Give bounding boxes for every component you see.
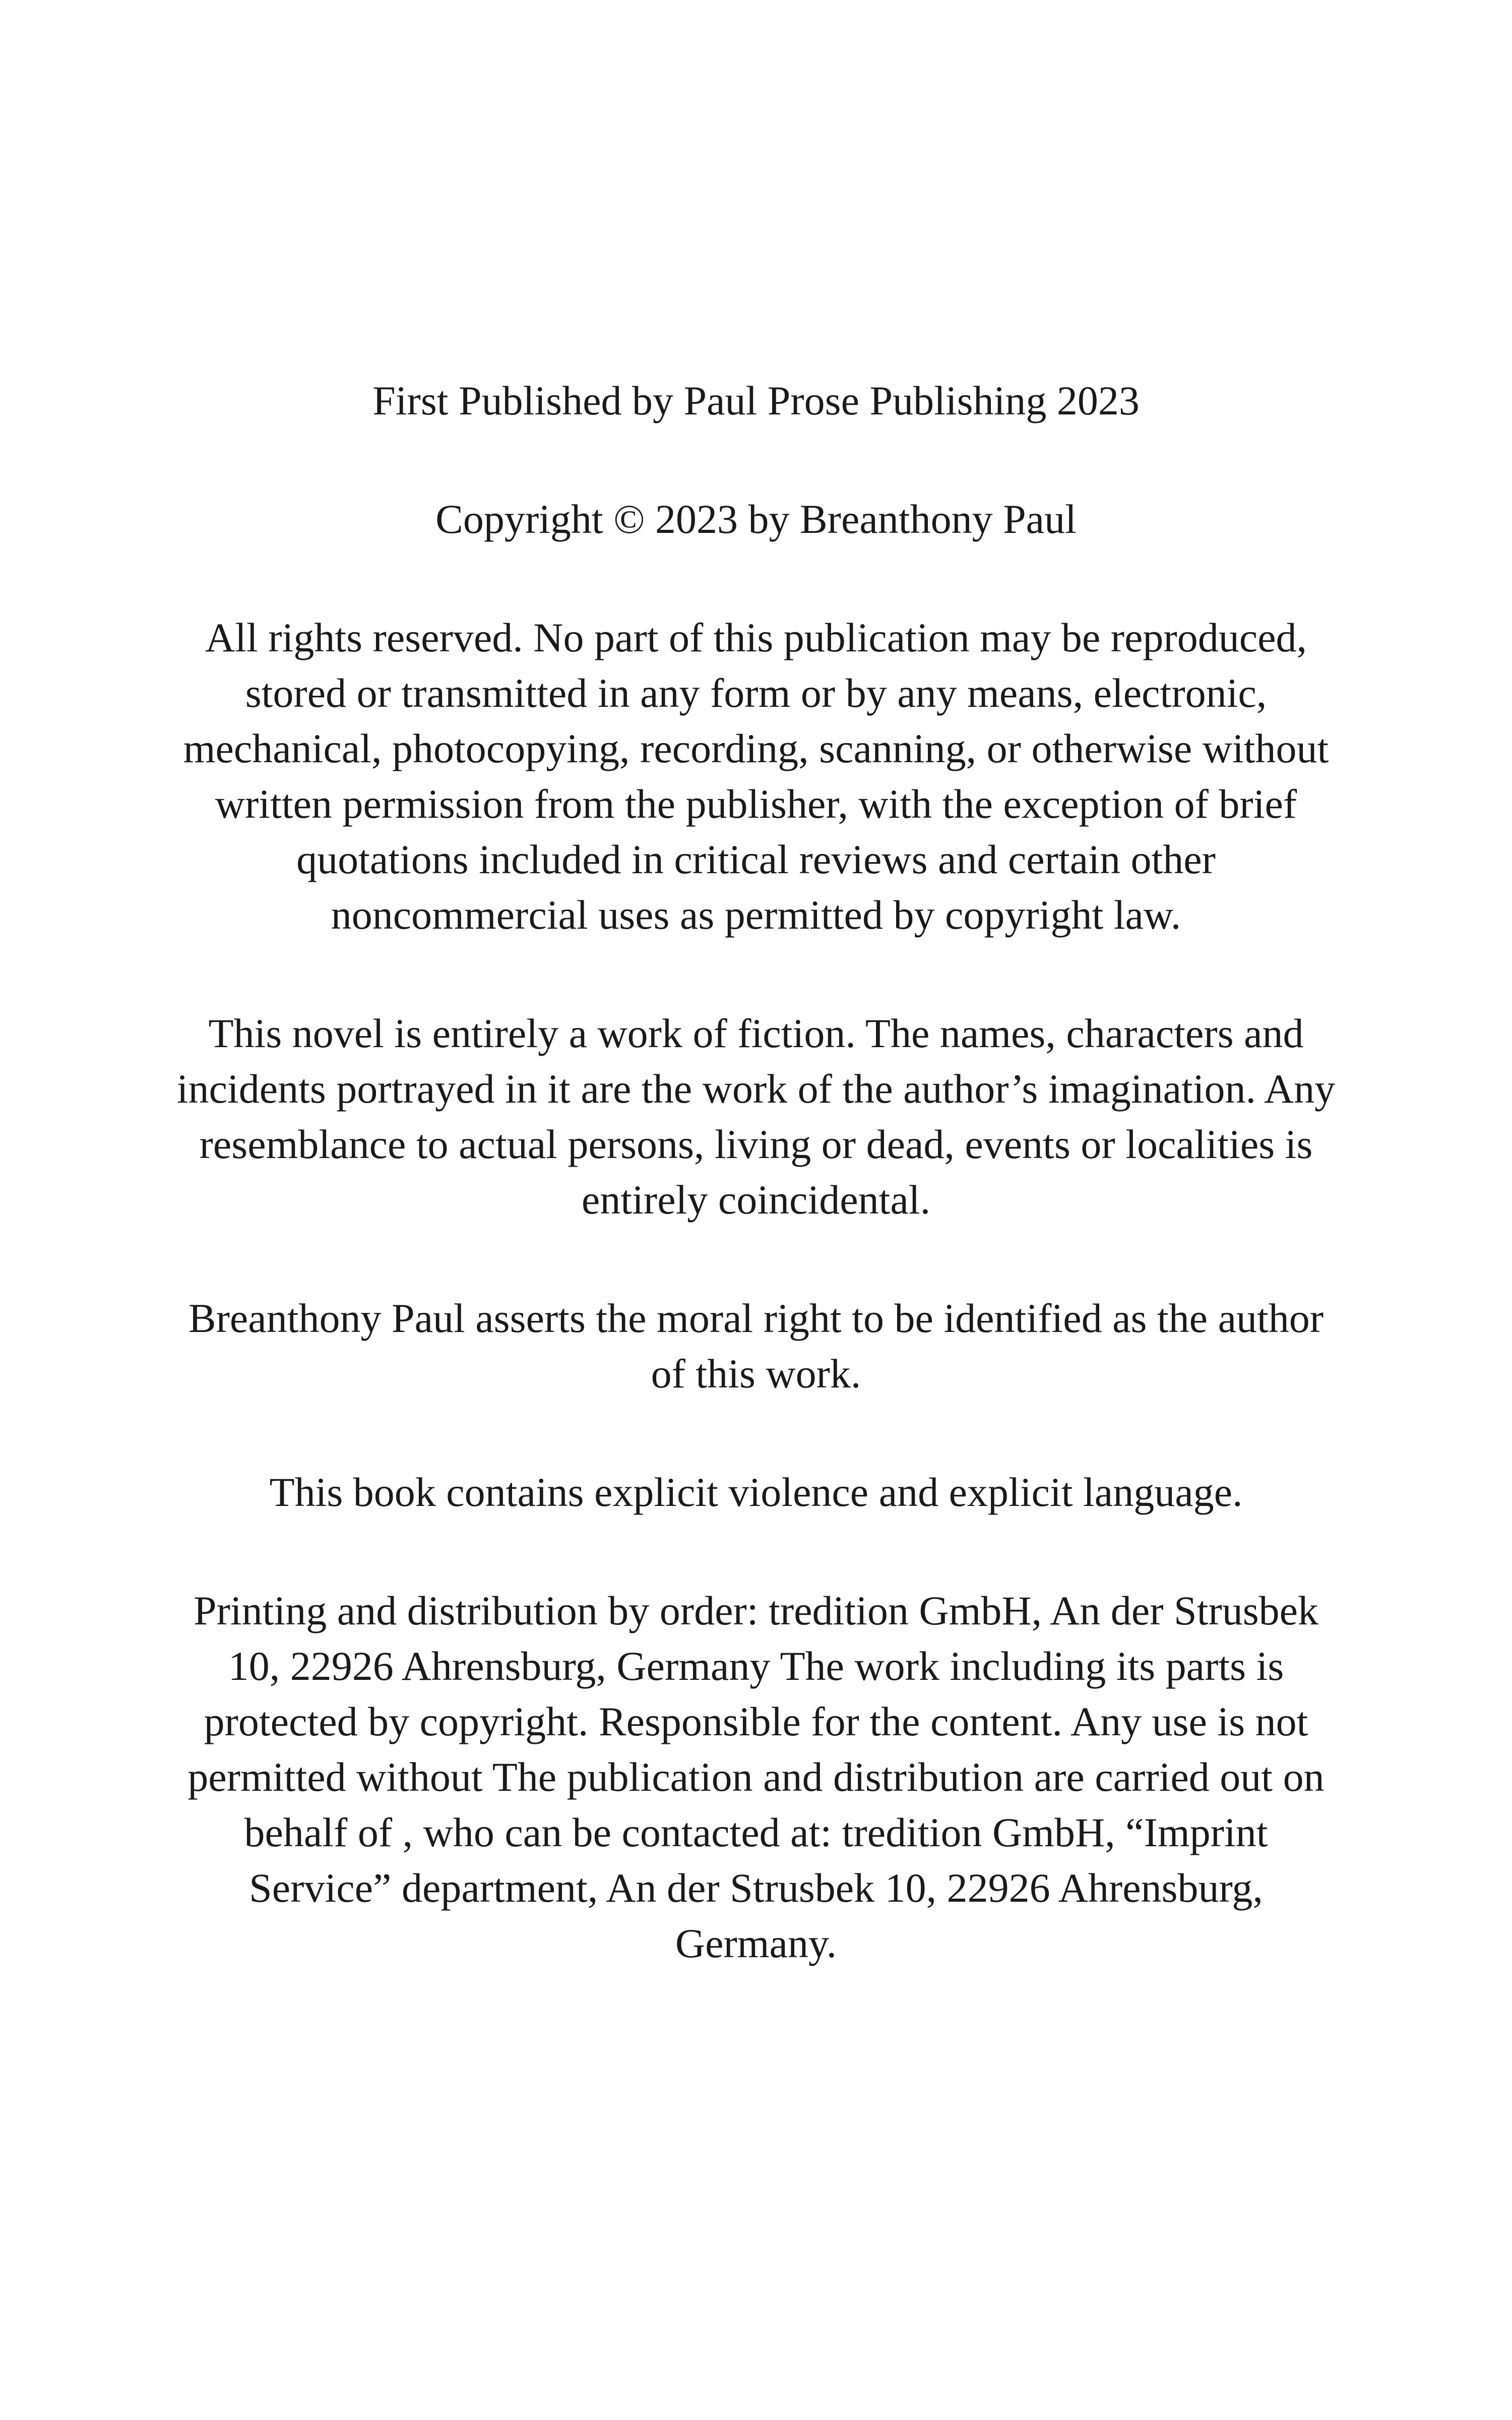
fiction-notice-paragraph: This novel is entirely a work of fiction. The names, characters and incidents portrayed in it are the work of the author’s imagination. Any resemblance to actual persons, living or dead, events or localities is entirely coincidental. — [176, 1010, 1336, 1223]
first-published-line: First Published by Paul Prose Publishing 2023 — [372, 378, 1140, 424]
content-warning-line: This book contains explicit violence and explicit language. — [269, 1469, 1243, 1515]
copyright-text-block — [166, 373, 1346, 1971]
copyright-line: Copyright © 2023 by Breanthony Paul — [435, 496, 1077, 542]
moral-right-paragraph: Breanthony Paul asserts the moral right to be identified as the author of this work. — [188, 1295, 1324, 1397]
printing-notice-paragraph: Printing and distribution by order: tredition GmbH, An der Strusbek 10, 22926 Ahrensburg, Germany The work including its parts is protected by copyright. Responsible for the content. Any use is not permitted without The publication and distribution are carried out on behalf of , who can be contacted at: tredition GmbH, “Imprint Service” department, An der Strusbek 10, 22926 Ahrensburg, Germany. — [187, 1588, 1325, 1966]
rights-reserved-paragraph: All rights reserved. No part of this publication may be reproduced, stored or transmitted in any form or by any means, electronic, mechanical, photocopying, recording, scanning, or otherwise without written permission from the publisher, with the exception of brief quotations included in critical reviews and certain other noncommercial uses as permitted by copyright law. — [183, 615, 1329, 938]
